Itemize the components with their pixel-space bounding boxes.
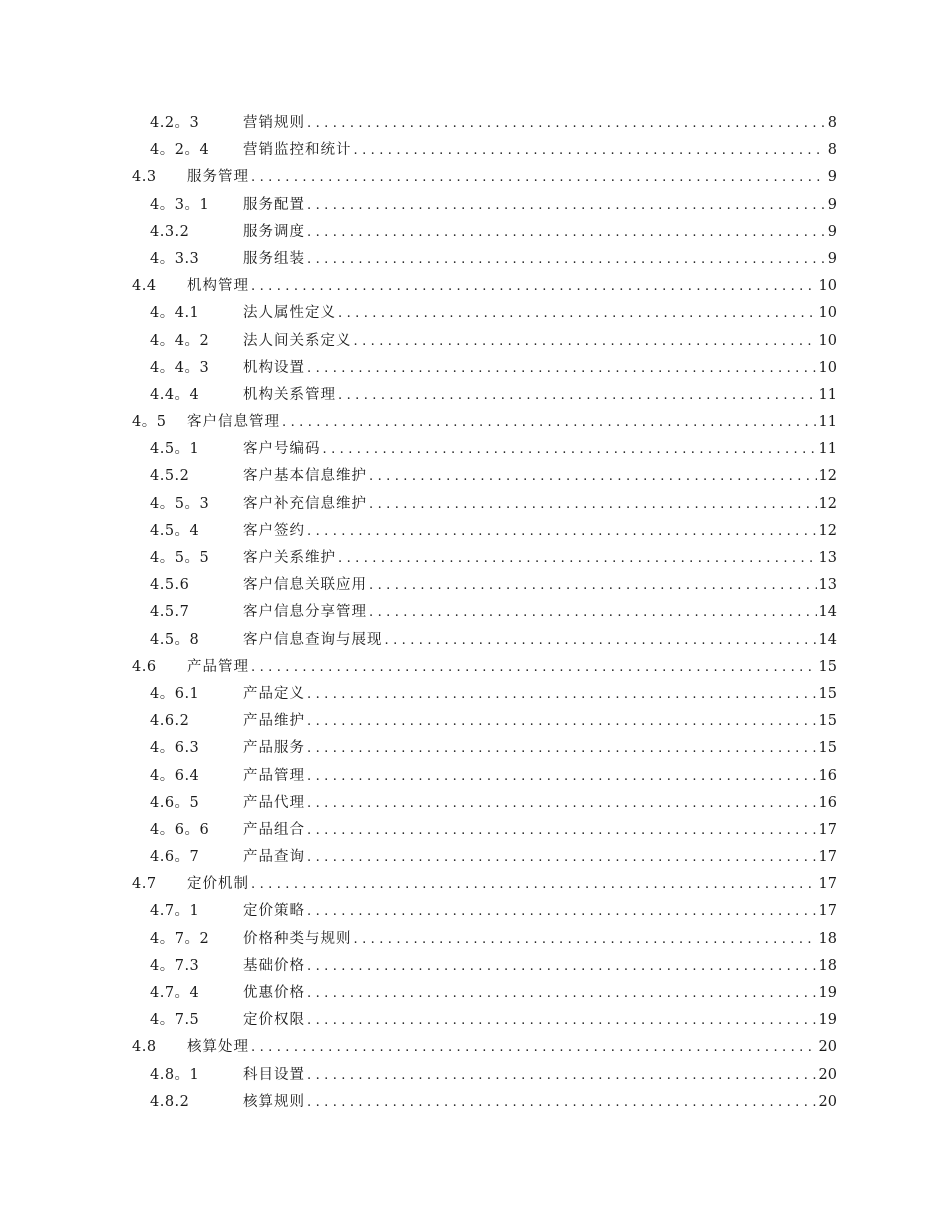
toc-dot-leader xyxy=(307,708,817,735)
toc-dot-leader xyxy=(369,463,817,490)
toc-entry-title: 客户签约 xyxy=(243,522,305,539)
toc-entry-title: 客户信息管理 xyxy=(187,414,280,431)
toc-dot-leader xyxy=(307,953,817,980)
toc-entry-page-number: 11 xyxy=(818,441,837,458)
toc-entry-title: 客户号编码 xyxy=(243,441,321,458)
toc-entry-number: 4.7。4 xyxy=(150,985,200,1001)
toc-entry-title: 核算处理 xyxy=(187,1039,249,1056)
toc-entry-number: 4。7。2 xyxy=(150,930,210,947)
toc-entry-page-number: 16 xyxy=(818,767,837,784)
toc-dot-leader xyxy=(369,572,817,599)
toc-entry-page-number: 20 xyxy=(818,1093,837,1110)
toc-entry-number: 4。5。5 xyxy=(150,550,210,566)
toc-entry-number: 4。6.3 xyxy=(150,740,200,757)
toc-entry[interactable] xyxy=(0,735,950,762)
toc-entry-page-number: 11 xyxy=(818,386,837,403)
toc-entry-title: 客户信息查询与展现 xyxy=(243,631,383,648)
toc-entry-title: 产品管理 xyxy=(187,658,249,675)
toc-entry-page-number: 9 xyxy=(827,169,837,186)
toc-entry-title: 法人属性定义 xyxy=(243,305,336,322)
toc-entry-number: 4.3 xyxy=(132,169,157,186)
toc-entry-page-number: 12 xyxy=(818,522,837,539)
toc-dot-leader xyxy=(251,273,817,300)
toc-entry-title: 机构关系管理 xyxy=(243,386,336,403)
toc-entry-page-number: 19 xyxy=(818,985,837,1001)
toc-entry-number: 4.6。7 xyxy=(150,849,200,866)
toc-entry-page-number: 9 xyxy=(827,223,837,240)
toc-entry-page-number: 10 xyxy=(818,305,837,322)
toc-entry-page-number: 9 xyxy=(827,250,837,267)
toc-entry-page-number: 15 xyxy=(818,740,837,757)
toc-entry-number: 4。4。2 xyxy=(150,332,210,349)
toc-entry-page-number: 20 xyxy=(818,1066,837,1083)
toc-entry-title: 产品定义 xyxy=(243,685,305,702)
toc-entry-number: 4。6.1 xyxy=(150,685,200,702)
toc-entry-page-number: 17 xyxy=(818,903,837,920)
toc-entry-number: 4。3。1 xyxy=(150,196,210,213)
toc-entry-number: 4.5。4 xyxy=(150,522,200,539)
toc-dot-leader xyxy=(323,436,817,463)
toc-dot-leader xyxy=(369,491,817,518)
toc-entry[interactable] xyxy=(0,219,950,246)
toc-dot-leader xyxy=(307,817,817,844)
toc-entry-page-number: 15 xyxy=(818,685,837,702)
toc-dot-leader xyxy=(307,735,817,762)
toc-entry[interactable] xyxy=(0,898,950,925)
toc-entry-page-number: 18 xyxy=(818,957,837,974)
toc-dot-leader xyxy=(307,110,825,137)
toc-entry-page-number: 18 xyxy=(818,930,837,947)
toc-entry[interactable] xyxy=(0,164,950,191)
toc-entry-page-number: 11 xyxy=(818,414,837,431)
toc-entry-number: 4.5.7 xyxy=(150,604,190,621)
toc-entry-page-number: 12 xyxy=(818,495,837,512)
toc-dot-leader xyxy=(282,409,817,436)
toc-entry-title: 基础价格 xyxy=(243,957,305,974)
toc-dot-leader xyxy=(307,518,817,545)
toc-dot-leader xyxy=(385,627,817,654)
toc-dot-leader xyxy=(307,844,817,871)
toc-entry-title: 机构管理 xyxy=(187,278,249,295)
toc-entry-page-number: 8 xyxy=(827,115,837,131)
toc-entry-page-number: 19 xyxy=(818,1012,837,1029)
toc-entry-title: 营销规则 xyxy=(243,115,305,131)
toc-dot-leader xyxy=(307,898,817,925)
toc-entry[interactable] xyxy=(0,300,950,327)
toc-entry[interactable] xyxy=(0,1062,950,1089)
toc-entry-number: 4.3.2 xyxy=(150,223,190,240)
toc-dot-leader xyxy=(307,681,817,708)
toc-entry[interactable] xyxy=(0,491,950,518)
toc-dot-leader xyxy=(251,871,817,898)
toc-dot-leader xyxy=(307,980,817,1007)
toc-entry-page-number: 10 xyxy=(818,278,837,295)
toc-entry[interactable] xyxy=(0,409,950,436)
toc-entry-title: 服务调度 xyxy=(243,223,305,240)
toc-entry-title: 产品管理 xyxy=(243,767,305,784)
toc-entry-page-number: 13 xyxy=(818,550,837,566)
toc-entry-page-number: 15 xyxy=(818,713,837,730)
toc-entry-title: 客户信息分享管理 xyxy=(243,604,367,621)
toc-entry[interactable] xyxy=(0,436,950,463)
toc-entry-title: 定价机制 xyxy=(187,876,249,893)
toc-entry-page-number: 9 xyxy=(827,196,837,213)
toc-entry-number: 4。6。6 xyxy=(150,821,210,838)
toc-entry-number: 4.2。3 xyxy=(150,115,200,131)
toc-entry-page-number: 20 xyxy=(818,1039,837,1056)
toc-entry[interactable] xyxy=(0,545,950,572)
toc-entry-page-number: 8 xyxy=(827,142,837,159)
toc-entry-number: 4.8 xyxy=(132,1039,157,1056)
toc-dot-leader xyxy=(251,1034,817,1061)
toc-entry[interactable] xyxy=(0,463,950,490)
toc-entry[interactable] xyxy=(0,1007,950,1034)
toc-entry-title: 价格种类与规则 xyxy=(243,930,352,947)
toc-entry-number: 4.7。1 xyxy=(150,903,200,920)
toc-entry-title: 服务管理 xyxy=(187,169,249,186)
toc-entry-title: 产品查询 xyxy=(243,849,305,866)
toc-entry[interactable] xyxy=(0,572,950,599)
toc-entry[interactable] xyxy=(0,871,950,898)
toc-entry[interactable] xyxy=(0,654,950,681)
toc-entry-number: 4.4 xyxy=(132,278,157,295)
toc-entry-title: 服务组装 xyxy=(243,250,305,267)
toc-entry-page-number: 14 xyxy=(818,631,837,648)
toc-entry-title: 客户补充信息维护 xyxy=(243,495,367,512)
toc-entry-title: 科目设置 xyxy=(243,1066,305,1083)
toc-entry-number: 4。3.3 xyxy=(150,250,200,267)
toc-entry-title: 客户关系维护 xyxy=(243,550,336,566)
toc-entry-title: 法人间关系定义 xyxy=(243,332,352,349)
toc-entry-page-number: 17 xyxy=(818,876,837,893)
toc-entry-page-number: 10 xyxy=(818,359,837,376)
toc-entry[interactable] xyxy=(0,681,950,708)
toc-entry[interactable] xyxy=(0,246,950,273)
toc-entry-title: 营销监控和统计 xyxy=(243,142,352,159)
toc-entry-title: 定价策略 xyxy=(243,903,305,920)
toc-dot-leader xyxy=(338,545,817,572)
toc-entry-page-number: 12 xyxy=(818,468,837,485)
toc-entry-title: 产品组合 xyxy=(243,821,305,838)
toc-entry[interactable] xyxy=(0,328,950,355)
toc-dot-leader xyxy=(251,164,825,191)
toc-entry[interactable] xyxy=(0,355,950,382)
toc-entry-number: 4.8.2 xyxy=(150,1093,190,1110)
toc-entry-number: 4.6.2 xyxy=(150,713,190,730)
toc-entry-number: 4。7.5 xyxy=(150,1012,200,1029)
toc-entry-number: 4.5.6 xyxy=(150,577,190,594)
toc-dot-leader xyxy=(251,654,817,681)
toc-entry-number: 4.6 xyxy=(132,658,157,675)
toc-entry-title: 机构设置 xyxy=(243,359,305,376)
toc-entry-title: 产品服务 xyxy=(243,740,305,757)
toc-dot-leader xyxy=(307,763,817,790)
toc-entry-number: 4。2。4 xyxy=(150,142,210,159)
toc-entry-number: 4。4.1 xyxy=(150,305,200,322)
toc-dot-leader xyxy=(307,219,825,246)
toc-entry-page-number: 15 xyxy=(818,658,837,675)
toc-entry-title: 客户信息关联应用 xyxy=(243,577,367,594)
toc-entry-number: 4。4。3 xyxy=(150,359,210,376)
toc-entry[interactable] xyxy=(0,192,950,219)
toc-dot-leader xyxy=(369,599,817,626)
toc-entry-page-number: 10 xyxy=(818,332,837,349)
toc-dot-leader xyxy=(307,192,825,219)
toc-dot-leader xyxy=(307,1089,817,1116)
toc-entry-page-number: 17 xyxy=(818,821,837,838)
toc-entry-page-number: 14 xyxy=(818,604,837,621)
toc-entry[interactable] xyxy=(0,953,950,980)
toc-entry[interactable] xyxy=(0,926,950,953)
toc-entry-number: 4.7 xyxy=(132,876,157,893)
toc-entry[interactable] xyxy=(0,518,950,545)
toc-entry-title: 服务配置 xyxy=(243,196,305,213)
toc-entry-number: 4.5。1 xyxy=(150,441,200,458)
toc-entry[interactable] xyxy=(0,763,950,790)
toc-entry[interactable] xyxy=(0,817,950,844)
toc-entry-number: 4.5.2 xyxy=(150,468,190,485)
toc-entry-number: 4.8。1 xyxy=(150,1066,200,1083)
toc-dot-leader xyxy=(307,246,825,273)
toc-entry[interactable] xyxy=(0,137,950,164)
toc-entry[interactable] xyxy=(0,599,950,626)
toc-entry-title: 优惠价格 xyxy=(243,985,305,1001)
toc-entry[interactable] xyxy=(0,790,950,817)
toc-entry[interactable] xyxy=(0,708,950,735)
toc-entry-number: 4.4。4 xyxy=(150,386,200,403)
toc-entry-title: 定价权限 xyxy=(243,1012,305,1029)
toc-entry[interactable] xyxy=(0,382,950,409)
toc-dot-leader xyxy=(307,355,817,382)
toc-entry[interactable] xyxy=(0,110,950,137)
toc-dot-leader xyxy=(354,926,817,953)
toc-entry-title: 客户基本信息维护 xyxy=(243,468,367,485)
toc-entry[interactable] xyxy=(0,627,950,654)
toc-entry[interactable] xyxy=(0,1034,950,1061)
toc-entry-number: 4。7.3 xyxy=(150,957,200,974)
toc-entry-title: 核算规则 xyxy=(243,1093,305,1110)
toc-dot-leader xyxy=(354,137,826,164)
toc-entry[interactable] xyxy=(0,980,950,1007)
toc-entry[interactable] xyxy=(0,844,950,871)
toc-entry-number: 4。5 xyxy=(132,414,167,431)
toc-dot-leader xyxy=(338,382,817,409)
toc-entry-title: 产品代理 xyxy=(243,794,305,811)
toc-dot-leader xyxy=(307,790,817,817)
toc-entry-number: 4。5。3 xyxy=(150,495,210,512)
toc-entry-page-number: 13 xyxy=(818,577,837,594)
toc-entry[interactable] xyxy=(0,1089,950,1116)
toc-entry-page-number: 17 xyxy=(818,849,837,866)
toc-entry[interactable] xyxy=(0,273,950,300)
toc-dot-leader xyxy=(354,328,817,355)
toc-entry-number: 4.5。8 xyxy=(150,631,200,648)
toc-entry-page-number: 16 xyxy=(818,794,837,811)
toc-entry-number: 4.6。5 xyxy=(150,794,200,811)
toc-entry-title: 产品维护 xyxy=(243,713,305,730)
toc-dot-leader xyxy=(307,1007,817,1034)
toc-dot-leader xyxy=(307,1062,817,1089)
table-of-contents xyxy=(0,110,950,1116)
toc-entry-number: 4。6.4 xyxy=(150,767,200,784)
toc-dot-leader xyxy=(338,300,817,327)
